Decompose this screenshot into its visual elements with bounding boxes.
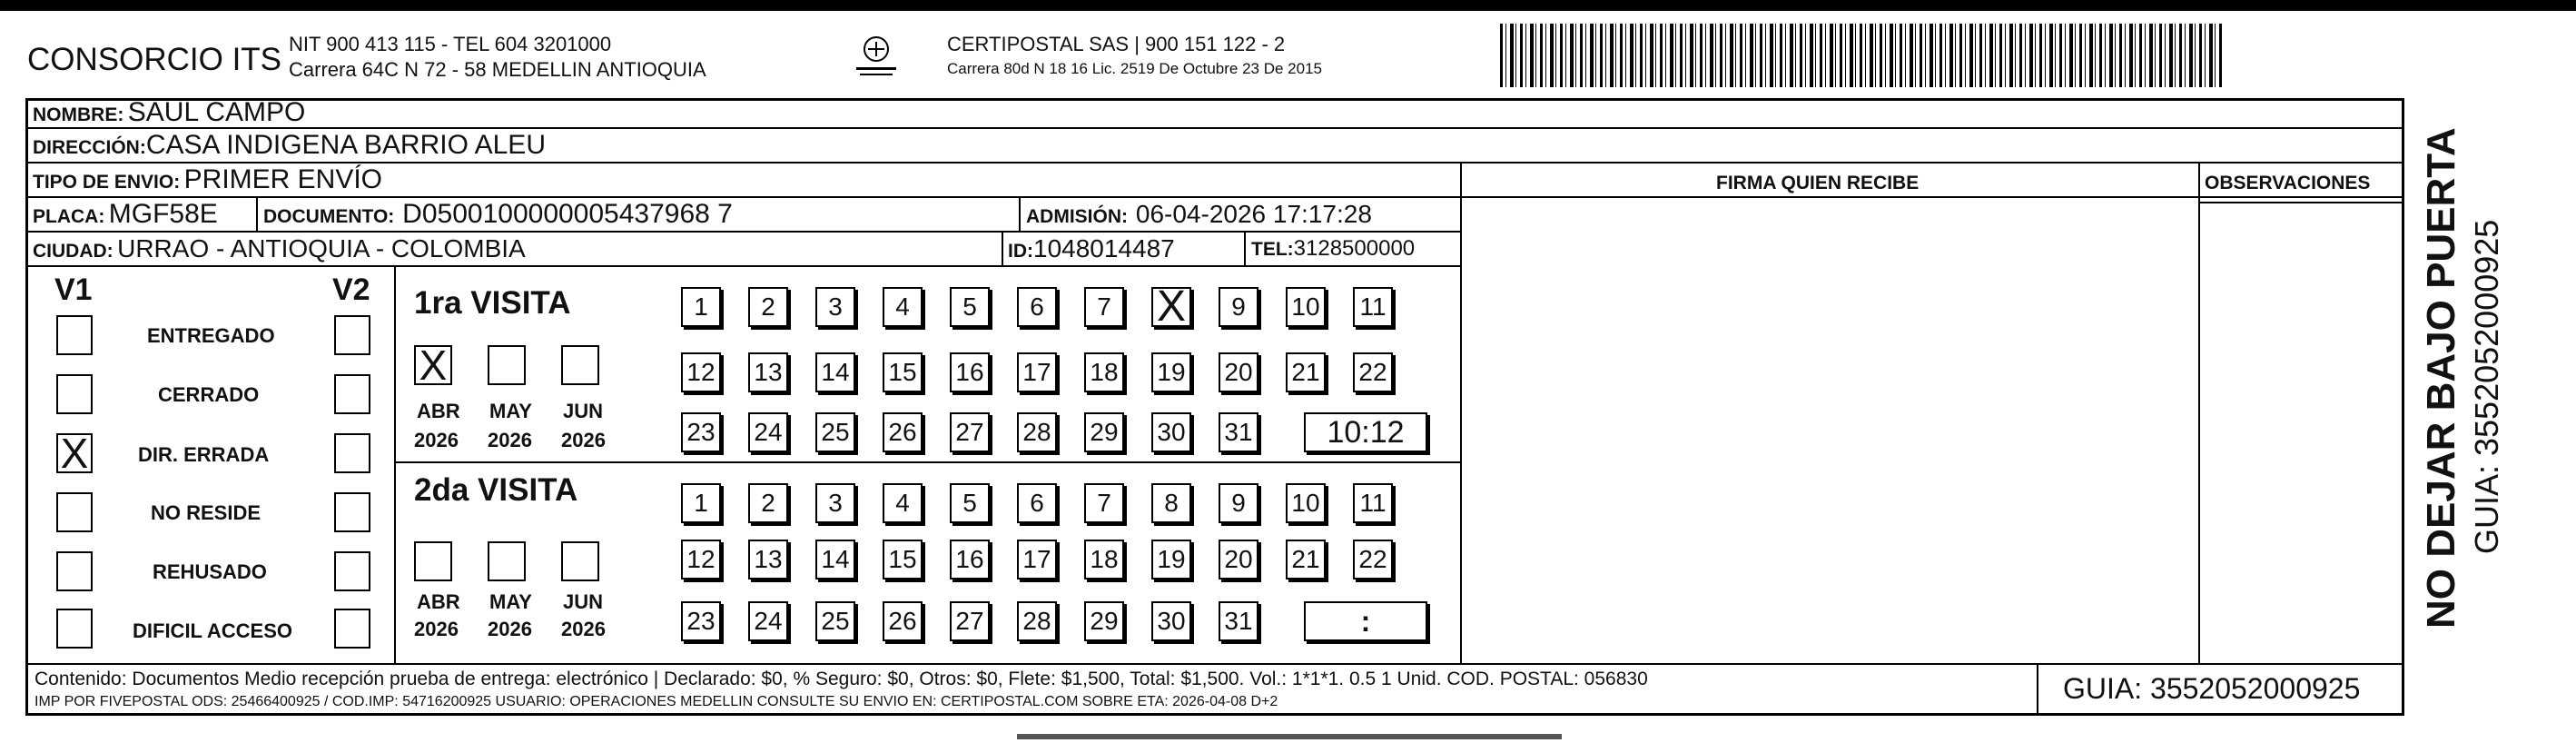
visit-2-day[interactable]: 18: [1084, 540, 1124, 580]
status-label: DIR. ERRADA: [138, 443, 270, 466]
v2-checkbox-entregado[interactable]: [334, 315, 370, 355]
visit-2-day[interactable]: 16: [950, 540, 990, 580]
visit-2-year-label: 2026: [414, 618, 459, 640]
visit-1-day[interactable]: 13: [748, 352, 788, 392]
visit-2-day[interactable]: 26: [883, 601, 923, 641]
visit-2-day[interactable]: 23: [681, 601, 721, 641]
ship-type: PRIMER ENVÍO: [183, 164, 383, 194]
visit-2-day[interactable]: 4: [883, 483, 923, 523]
visit-1-day[interactable]: 9: [1219, 287, 1258, 327]
visit-2-day[interactable]: 25: [815, 601, 855, 641]
visit-2-day[interactable]: 21: [1286, 540, 1326, 580]
visit-1-day[interactable]: 27: [950, 412, 990, 452]
status-label: REHUSADO: [153, 560, 267, 583]
visit-1-day[interactable]: 25: [815, 412, 855, 452]
admission-label: ADMISIÓN:: [1026, 206, 1128, 227]
bottom-scan-line: [1017, 734, 1562, 739]
recipient-name: SAUL CAMPO: [127, 97, 306, 127]
plate: MGF58E: [108, 199, 218, 229]
name-label: NOMBRE:: [33, 104, 124, 125]
status-label: CERRADO: [158, 383, 260, 406]
visit-2-month-may[interactable]: [488, 541, 526, 581]
visit-1-month-abr[interactable]: [414, 342, 452, 389]
visit-1-day[interactable]: 23: [681, 412, 721, 452]
footer-print-line: IMP POR FIVEPOSTAL ODS: 25466400925 / COD.IMP: 54716200925 USUARIO: OPERACIONES MEDELLIN CONSULTE SU ENVIO EN: CERTIPOSTAL.COM SOBRE ETA: 2026-04-08 D+2: [35, 694, 1278, 709]
visit-1-day[interactable]: 17: [1017, 352, 1057, 392]
visit-2-day[interactable]: 3: [815, 483, 855, 523]
visit-2-day[interactable]: 29: [1084, 601, 1124, 641]
visit-1-month-jun[interactable]: [561, 345, 599, 385]
visit-1-month-label: ABR: [417, 400, 460, 422]
visit-1-day[interactable]: 1: [681, 287, 721, 327]
recipient-tel: 3128500000: [1293, 236, 1416, 261]
visit-1-day[interactable]: 11: [1353, 287, 1393, 327]
visit-1-day-marked[interactable]: X: [1151, 287, 1191, 327]
v2-checkbox-dir-errada[interactable]: [334, 433, 370, 473]
visit-1-day[interactable]: 19: [1151, 352, 1191, 392]
v1-checkbox-dificil-acceso[interactable]: [56, 609, 93, 649]
observations-header: OBSERVACIONES: [2205, 173, 2371, 193]
visit-2-day[interactable]: 28: [1017, 601, 1057, 641]
top-border: [0, 0, 2576, 11]
visit-1-day[interactable]: 31: [1219, 412, 1258, 452]
company-line-2: Carrera 64C N 72 - 58 MEDELLIN ANTIOQUIA: [289, 58, 706, 81]
v1-checkbox-no-reside[interactable]: [56, 492, 93, 532]
visit-1-day[interactable]: 7: [1084, 287, 1124, 327]
v1-check-mark: X: [60, 430, 89, 477]
visit-1-time-field[interactable]: 10:12: [1304, 412, 1427, 452]
v1-checkbox-rehusado[interactable]: [56, 551, 93, 591]
visit-1-day[interactable]: 21: [1286, 352, 1326, 392]
visit-2-time-field[interactable]: :: [1304, 601, 1427, 641]
visit-2-day[interactable]: 19: [1151, 540, 1191, 580]
recipient-id: 1048014487: [1033, 234, 1175, 263]
visit-1-day[interactable]: 6: [1017, 287, 1057, 327]
v2-checkbox-rehusado[interactable]: [334, 551, 370, 591]
visit-2-year-label: 2026: [561, 618, 606, 640]
visit-1-day[interactable]: 20: [1219, 352, 1258, 392]
visit-1-day[interactable]: 30: [1151, 412, 1191, 452]
visit-2-day[interactable]: 13: [748, 540, 788, 580]
visit-2-day[interactable]: 6: [1017, 483, 1057, 523]
ship-type-label: TIPO DE ENVIO:: [33, 172, 181, 193]
document-label: DOCUMENTO:: [263, 206, 395, 227]
visit-2-day[interactable]: 1: [681, 483, 721, 523]
visit-2-month-jun[interactable]: [561, 541, 599, 581]
visit-2-day[interactable]: 15: [883, 540, 923, 580]
footer-guide-number: GUIA: 3552052000925: [2063, 672, 2361, 705]
city-label: CIUDAD:: [33, 241, 114, 262]
side-guide-number: GUIA: 3552052000925: [2468, 219, 2505, 554]
visit-1-month-label: JUN: [563, 400, 604, 422]
visit-2-day[interactable]: 12: [681, 540, 721, 580]
v1-checkbox-entregado[interactable]: [56, 315, 93, 355]
visit-1-month-mark: X: [419, 342, 448, 389]
barcode: [1500, 24, 2225, 87]
visit-1-day[interactable]: 2: [748, 287, 788, 327]
visit-2-day[interactable]: 14: [815, 540, 855, 580]
visit-1-day[interactable]: 5: [950, 287, 990, 327]
visit-2-month-label: JUN: [563, 590, 604, 613]
visit-2-month-label: ABR: [417, 590, 460, 613]
visit-2-day[interactable]: 5: [950, 483, 990, 523]
visit-1-day[interactable]: 18: [1084, 352, 1124, 392]
visit-1-day[interactable]: 22: [1353, 352, 1393, 392]
v2-checkbox-dificil-acceso[interactable]: [334, 609, 370, 649]
visit-1-day[interactable]: 10: [1286, 287, 1326, 327]
visit-2-day[interactable]: 9: [1219, 483, 1258, 523]
visit-1-year-label: 2026: [488, 429, 532, 451]
visit-2-day[interactable]: 20: [1219, 540, 1258, 580]
visit-1-month-may[interactable]: [488, 345, 526, 385]
visit-2-day[interactable]: 17: [1017, 540, 1057, 580]
visit-2-day[interactable]: 22: [1353, 540, 1393, 580]
visit-2-day[interactable]: 27: [950, 601, 990, 641]
visit-1-day[interactable]: 24: [748, 412, 788, 452]
visit-2-day[interactable]: 8: [1151, 483, 1191, 523]
visit-2-day[interactable]: 10: [1286, 483, 1326, 523]
v2-checkbox-cerrado[interactable]: [334, 374, 370, 414]
v1-checkbox-cerrado[interactable]: [56, 374, 93, 414]
carrier-line-1: CERTIPOSTAL SAS | 900 151 122 - 2: [947, 33, 1286, 55]
no-dejar-bajo-puerta-label: NO DEJAR BAJO PUERTA: [2419, 127, 2463, 629]
company-name: CONSORCIO ITS: [27, 42, 282, 77]
visit-1-day[interactable]: 3: [815, 287, 855, 327]
visit-2-day[interactable]: 7: [1084, 483, 1124, 523]
document-number: D0500100000005437968 7: [402, 199, 733, 229]
visit-1-year-label: 2026: [414, 429, 459, 451]
company-line-1: NIT 900 413 115 - TEL 604 3201000: [289, 33, 612, 55]
visit-2-day[interactable]: 31: [1219, 601, 1258, 641]
visit-2-day[interactable]: 11: [1353, 483, 1393, 523]
visit-2-title: 2da VISITA: [414, 472, 578, 508]
footer-content-line: Contenido: Documentos Medio recepción prueba de entrega: electrónico | Declarado: $0, % Seguro: $0, Otros: $0, Flete: $1,500, Total: $1,500. Vol.: 1*1*1. 0.5 1 Unid. COD. POSTAL: 056830: [35, 669, 1648, 689]
visit-2-day[interactable]: 2: [748, 483, 788, 523]
carrier-line-2: Carrera 80d N 18 16 Lic. 2519 De Octubre 23 De 2015: [947, 60, 1322, 77]
plate-label: PLACA:: [33, 206, 105, 227]
visit-2-day[interactable]: 30: [1151, 601, 1191, 641]
id-label: ID:: [1008, 241, 1033, 262]
address-label: DIRECCIÓN:: [33, 137, 146, 158]
visit-1-title: 1ra VISITA: [414, 285, 571, 321]
visit-1-day[interactable]: 12: [681, 352, 721, 392]
v1-header: V1: [54, 272, 93, 307]
visit-2-day[interactable]: 24: [748, 601, 788, 641]
v1-checkbox-dir-errada[interactable]: [56, 430, 93, 477]
visit-1-day[interactable]: 4: [883, 287, 923, 327]
status-label: ENTREGADO: [147, 324, 275, 347]
signature-header: FIRMA QUIEN RECIBE: [1716, 173, 1920, 193]
visit-1-day[interactable]: 14: [815, 352, 855, 392]
tel-label: TEL:: [1251, 239, 1294, 260]
visit-1-day[interactable]: 28: [1017, 412, 1057, 452]
status-label: NO RESIDE: [151, 501, 262, 524]
v2-checkbox-no-reside[interactable]: [334, 492, 370, 532]
certipostal-logo-icon: [849, 33, 903, 80]
recipient-address: CASA INDIGENA BARRIO ALEU: [145, 130, 546, 160]
visit-1-year-label: 2026: [561, 429, 606, 451]
visit-2-month-label: MAY: [489, 590, 532, 613]
visit-1-day[interactable]: 16: [950, 352, 990, 392]
visit-1-day[interactable]: 15: [883, 352, 923, 392]
visit-2-year-label: 2026: [488, 618, 532, 640]
visit-1-day[interactable]: 26: [883, 412, 923, 452]
visit-2-month-abr[interactable]: [414, 541, 452, 581]
visit-1-day[interactable]: 29: [1084, 412, 1124, 452]
v2-header: V2: [332, 272, 370, 307]
status-label: DIFICIL ACCESO: [133, 619, 293, 642]
admission-date: 06-04-2026 17:17:28: [1135, 200, 1372, 228]
visit-1-month-label: MAY: [489, 400, 532, 422]
city: URRAO - ANTIOQUIA - COLOMBIA: [117, 234, 526, 263]
